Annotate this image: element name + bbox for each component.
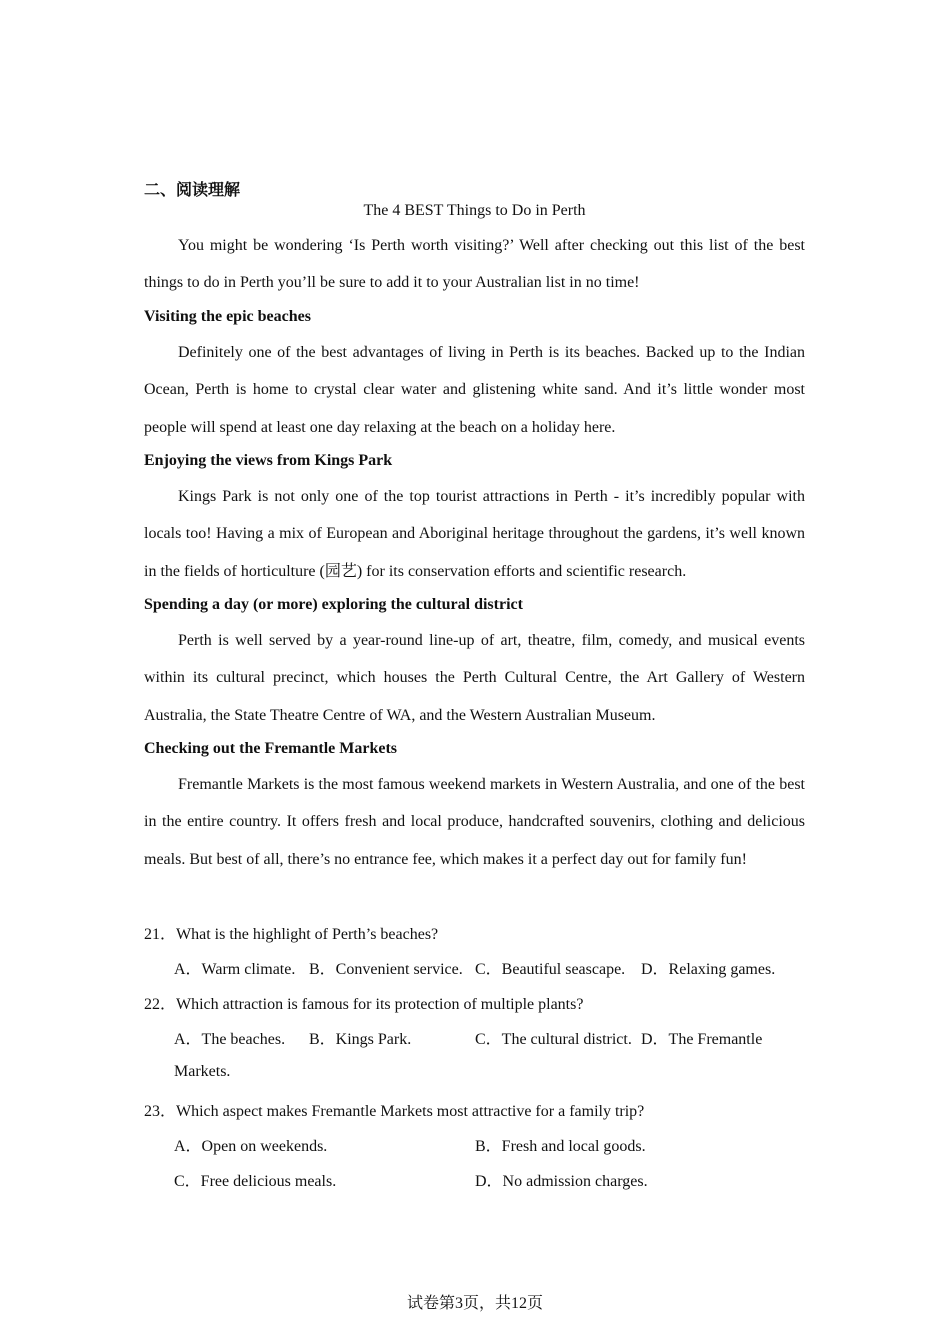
question-21-option-c[interactable]: C．Beautiful seascape. bbox=[475, 961, 626, 978]
question-21-option-d[interactable]: D．Relaxing games. bbox=[641, 961, 776, 978]
section-heading-kings-park: Enjoying the views from Kings Park bbox=[144, 452, 393, 469]
question-21-stem: 21．What is the highlight of Perth’s beaches? bbox=[144, 926, 439, 943]
question-22-option-b[interactable]: B．Kings Park. bbox=[309, 1031, 412, 1048]
question-22-option-d-continued[interactable]: Markets. bbox=[174, 1063, 231, 1080]
question-23-option-c[interactable]: C．Free delicious meals. bbox=[174, 1173, 337, 1190]
question-22-option-d[interactable]: D．The Fremantle bbox=[641, 1031, 763, 1048]
question-22-option-c[interactable]: C．The cultural district. bbox=[475, 1031, 632, 1048]
section-heading-cultural-district: Spending a day (or more) exploring the cultural district bbox=[144, 596, 523, 613]
question-23-stem: 23．Which aspect makes Fremantle Markets most attractive for a family trip? bbox=[144, 1103, 645, 1120]
question-23-option-b[interactable]: B．Fresh and local goods. bbox=[475, 1138, 646, 1155]
question-21-option-b[interactable]: B．Convenient service. bbox=[309, 961, 463, 978]
question-22-option-a[interactable]: A．The beaches. bbox=[174, 1031, 286, 1048]
section-text-fremantle: Fremantle Markets is the most famous weekend markets in Western Australia, and one of the best in the entire country. It offers fresh and local produce, handcrafted souvenirs, clothing and delicious meals. But best of all, there’s no entrance fee, which makes it a perfect day out for family fun! bbox=[144, 776, 805, 868]
question-21-option-a[interactable]: A．Warm climate. bbox=[174, 961, 296, 978]
question-23-option-a[interactable]: A．Open on weekends. bbox=[174, 1138, 328, 1155]
section-heading-fremantle: Checking out the Fremantle Markets bbox=[144, 740, 397, 757]
question-23-option-d[interactable]: D．No admission charges. bbox=[475, 1173, 648, 1190]
section-text-beaches: Definitely one of the best advantages of living in Perth is its beaches. Backed up to the Indian Ocean, Perth is home to crystal clear water and glistening white sand. And it’s little wonder most people will spend at least one day relaxing at the beach on a holiday here. bbox=[144, 344, 805, 436]
question-22-stem: 22．Which attraction is famous for its protection of multiple plants? bbox=[144, 996, 584, 1013]
section-heading-beaches: Visiting the epic beaches bbox=[144, 308, 311, 325]
page-footer: 试卷第3页，共12页 bbox=[406, 1295, 543, 1312]
section-title: 二、阅读理解 bbox=[144, 182, 241, 199]
section-text-kings-park: Kings Park is not only one of the top tourist attractions in Perth - it’s incredibly popular with locals too! Having a mix of European and Aboriginal heritage throughout the gardens, it’s well known in the fields of horticulture (园艺) for its conservation efforts and scientific research. bbox=[144, 488, 805, 580]
article-intro: You might be wondering ‘Is Perth worth visiting?’ Well after checking out this list of the best things to do in Perth you’ll be sure to add it to your Australian list in no time! bbox=[144, 237, 805, 292]
section-text-cultural-district: Perth is well served by a year-round line-up of art, theatre, film, comedy, and musical events within its cultural precinct, which houses the Perth Cultural Centre, the Art Gallery of Western Australia, the State Theatre Centre of WA, and the Western Australian Museum. bbox=[144, 632, 805, 724]
article-title: The 4 BEST Things to Do in Perth bbox=[363, 202, 586, 219]
